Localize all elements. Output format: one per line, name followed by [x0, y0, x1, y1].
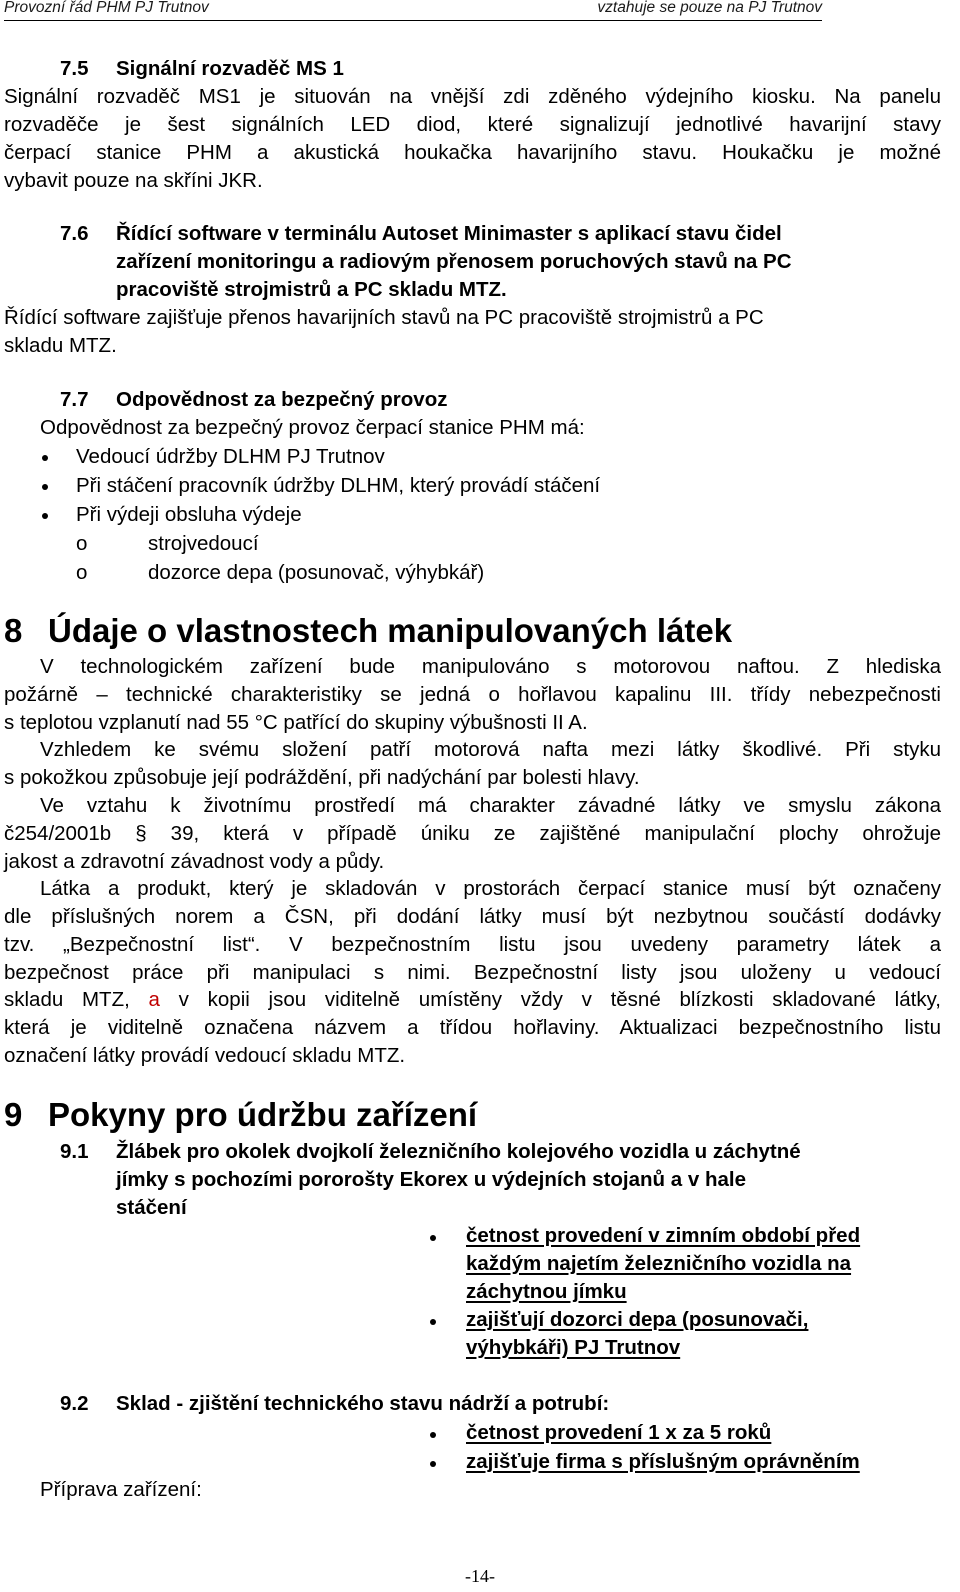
list-item: Vedoucí údržby DLHM PJ Trutnov	[76, 445, 385, 468]
chapter-8-p1-line-1: V technologickém zařízení bude manipulováno s motorovou naftou. Z hlediska	[40, 655, 941, 678]
chapter-8-p4-line-4: bezpečnost práce při manipulaci s nimi. Bezpečnostní listy jsou uloženy u vedoucí	[4, 961, 941, 984]
section-7-6-title-line-2: zařízení monitoringu a radiovým přenosem poruchových stavů na PC	[116, 250, 792, 273]
section-7-5-line-2: rozvaděče je šest signálních LED diod, které signalizují jednotlivé havarijní stavy	[4, 113, 941, 136]
section-9-1-bullet-1-line-3: záchytnou jímku	[466, 1280, 627, 1303]
sub-list-item: dozorce depa (posunovač, výhybkář)	[148, 561, 485, 584]
section-7-6-title-line-1: Řídící software v terminálu Autoset Minimaster s aplikací stavu čidel	[116, 222, 782, 245]
section-7-6-line-1: Řídící software zajišťuje přenos havarijních stavů na PC pracoviště strojmistrů a PC	[4, 306, 764, 329]
chapter-8-number: 8	[4, 612, 23, 649]
bullet-dot	[430, 1319, 436, 1325]
section-9-1-bullet-1-line-2: každým najetím železničního vozidla na	[466, 1252, 852, 1275]
sub-bullet-marker: o	[76, 561, 88, 584]
page-header	[0, 0, 960, 20]
chapter-8-p3-line-3: jakost a zdravotní závadnost vody a půdy.	[4, 850, 385, 873]
chapter-8-p4-line-5-start: skladu MTZ,	[4, 988, 149, 1011]
page-number: -14-	[465, 1566, 495, 1586]
header-rule	[4, 20, 822, 21]
header-scope-note: vztahuje se pouze na PJ Trutnov	[597, 0, 822, 16]
chapter-8-title: Údaje o vlastnostech manipulovaných látek	[48, 612, 733, 649]
chapter-9-number: 9	[4, 1096, 23, 1133]
chapter-8-p4-line-5-end: v kopii jsou viditelně umístěny vždy v těsné blízkosti skladované látky,	[159, 988, 941, 1011]
section-9-2-bullet-1: četnost provedení 1 x za 5 roků	[466, 1421, 772, 1444]
chapter-8-p4-line-6: která je viditelně označena názvem a třídou hořlaviny. Aktualizaci bezpečnostního listu	[4, 1016, 941, 1039]
section-9-1-bullet-2-line-1: zajišťují dozorci depa (posunovači,	[466, 1308, 809, 1331]
chapter-9-title: Pokyny pro údržbu zařízení	[48, 1096, 478, 1133]
header-document-title: Provozní řád PHM PJ Trutnov	[4, 0, 209, 16]
section-7-5-title: Signální rozvaděč MS 1	[116, 57, 344, 80]
section-7-6-title-line-3: pracoviště strojmistrů a PC skladu MTZ.	[116, 278, 507, 301]
bullet-dot	[42, 455, 48, 461]
bullet-dot	[430, 1432, 436, 1438]
bullet-dot	[430, 1461, 436, 1467]
list-item: Při stáčení pracovník údržby DLHM, který provádí stáčení	[76, 474, 601, 497]
sub-bullet-marker: o	[76, 532, 88, 555]
section-9-2-title: Sklad - zjištění technického stavu nádrží a potrubí:	[116, 1392, 610, 1415]
section-7-7-title: Odpovědnost za bezpečný provoz	[116, 388, 448, 411]
section-7-5-line-4: vybavit pouze na skříni JKR.	[4, 169, 263, 192]
list-item: Při výdeji obsluha výdeje	[76, 503, 302, 526]
chapter-8-p4-line-3: tzv. „Bezpečnostní list“. V bezpečnostním listu jsou uvedeny parametry látek a	[4, 933, 941, 956]
chapter-8-p1-line-2: požárně – technické charakteristiky se jedná o hořlavou kapalinu III. třídy nebezpečnosti	[4, 683, 941, 706]
chapter-8-p3-line-1: Ve vztahu k životnímu prostředí má charakter závadné látky ve smyslu zákona	[40, 794, 941, 817]
chapter-8-p4-line-2: dle příslušných norem a ČSN, při dodání látky musí být nezbytnou součástí dodávky	[4, 905, 941, 928]
chapter-8-p1-line-3: s teplotou vzplanutí nad 55 °C patřící do skupiny výbušnosti II A.	[4, 711, 588, 734]
section-9-1-title-line-3: stáčení	[116, 1196, 187, 1219]
section-7-5-line-1: Signální rozvaděč MS1 je situován na vnější zdi zděného výdejního kiosku. Na panelu	[4, 85, 941, 108]
section-7-6-number: 7.6	[60, 222, 89, 245]
section-9-2-number: 9.2	[60, 1392, 89, 1415]
bullet-dot	[430, 1235, 436, 1241]
section-7-7-number: 7.7	[60, 388, 89, 411]
section-7-5-number: 7.5	[60, 57, 89, 80]
chapter-8-p3-line-2: č254/2001b § 39, která v případě úniku ze zajištěné manipulační plochy ohrožuje	[4, 822, 941, 845]
section-9-2-bullet-2: zajišťuje firma s příslušným oprávněním	[466, 1450, 860, 1473]
section-9-1-bullet-1-line-1: četnost provedení v zimním období před	[466, 1224, 861, 1247]
section-9-1-bullet-2-line-2: výhybkáři) PJ Trutnov	[466, 1336, 681, 1359]
priprava-label: Příprava zařízení:	[40, 1478, 202, 1501]
chapter-8-p4-line-7: označení látky provádí vedoucí skladu MTZ.	[4, 1044, 406, 1067]
chapter-8-p4-line-5	[4, 988, 941, 1012]
section-7-7-intro: Odpovědnost za bezpečný provoz čerpací stanice PHM má:	[40, 416, 585, 439]
section-9-1-title-line-2: jímky s pochozími pororošty Ekorex u výdejních stojanů a v hale	[116, 1168, 746, 1191]
section-9-1-title-line-1: Žlábek pro okolek dvojkolí železničního kolejového vozidla u záchytné	[116, 1140, 801, 1163]
chapter-8-heading	[4, 612, 732, 650]
section-7-5-line-3: čerpací stanice PHM a akustická houkačka havarijního stavu. Houkačku je možné	[4, 141, 941, 164]
chapter-8-p2-line-1: Vzhledem ke svému složení patří motorová nafta mezi látky škodlivé. Při styku	[40, 738, 941, 761]
bullet-dot	[42, 513, 48, 519]
bullet-dot	[42, 484, 48, 490]
section-7-6-line-2: skladu MTZ.	[4, 334, 117, 357]
sub-list-item: strojvedoucí	[148, 532, 259, 555]
highlighted-conjunction: a	[148, 988, 160, 1011]
chapter-8-p2-line-2: s pokožkou způsobuje její podráždění, při nadýchání par bolesti hlavy.	[4, 766, 640, 789]
chapter-9-heading	[4, 1096, 477, 1134]
section-9-1-number: 9.1	[60, 1140, 89, 1163]
chapter-8-p4-line-1: Látka a produkt, který je skladován v prostorách čerpací stanice musí být označeny	[40, 877, 941, 900]
